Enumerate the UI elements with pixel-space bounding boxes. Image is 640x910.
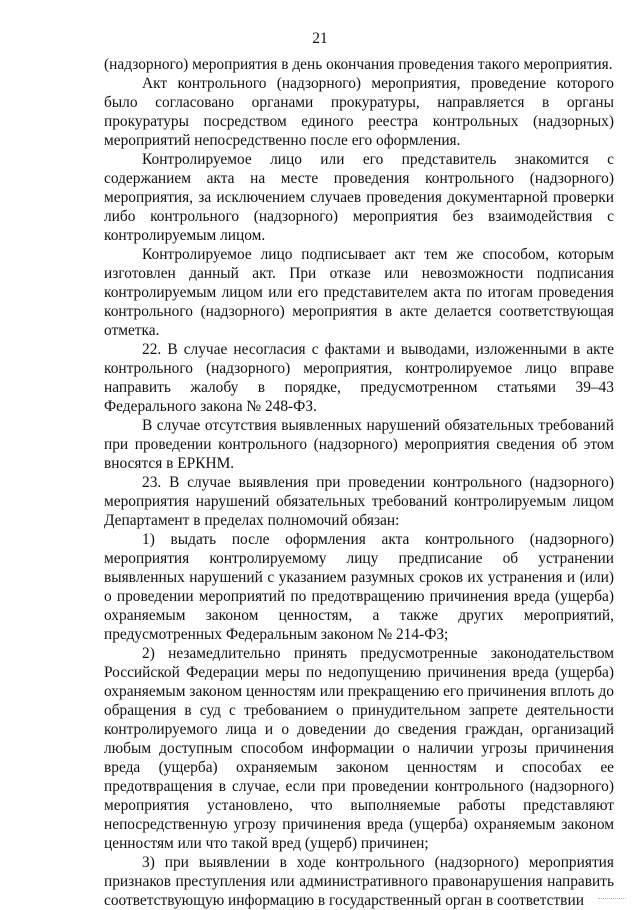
- paragraph-continuation: (надзорного) мероприятия в день окончания проведения такого мероприятия.: [104, 56, 613, 73]
- paragraph-signature: Контролируемое лицо подписывает акт тем же способом, которым изготовлен данный акт. При отказе или невозможности подписания контролируемым лицом или его представителем акта по итогам проведения контрольного (надзорного) мероприятия в акте делается соответствующая отметка.: [104, 246, 614, 339]
- list-item-1-order: 1) выдать после оформления акта контрольного (надзорного) мероприятия контролируемому лицу предписание об устранении выявленных нарушений с указанием разумных сроков их устранения и (или) о проведении мероприятий по предотвращению причинения вреда (ущерба) охраняемым законом ценностям, а также других мероприятий, предусмотренных Федеральным законом № 214-ФЗ;: [104, 531, 614, 643]
- list-item-3-report: 3) при выявлении в ходе контрольного (надзорного) мероприятия признаков преступления или административного правонарушения направить соответствующую информацию в государственный орган в соответствии: [104, 854, 614, 909]
- paragraph-no-violations: В случае отсутствия выявленных нарушений обязательных требований при проведении контрольного (надзорного) мероприятия сведения об этом вносятся в ЕРКНМ.: [104, 417, 614, 472]
- paragraph-familiarization: Контролируемое лицо или его представитель знакомится с содержанием акта на месте проведения контрольного (надзорного) мероприятия, за исключением случаев проведения документарной проверки либо контрольного (надзорного) мероприятия без взаимодействия с контролируемым лицом.: [104, 151, 614, 244]
- page-number: 21: [312, 30, 328, 47]
- scan-artifact-mark: [598, 898, 626, 901]
- paragraph-22-complaint: 22. В случае несогласия с фактами и выводами, изложенными в акте контрольного (надзорного) мероприятия, контролируемое лицо вправе направить жалобу в порядке, предусмотренном статьями 39–43 Федерального закона № 248-ФЗ.: [104, 341, 614, 415]
- paragraph-23-violations: 23. В случае выявления при проведении контрольного (надзорного) мероприятия нарушений обязательных требований контролируемым лицом Департамент в пределах полномочий обязан:: [104, 474, 614, 529]
- paragraph-act-prosecutor: Акт контрольного (надзорного) мероприятия, проведение которого было согласовано органами прокуратуры, направляется в органы прокуратуры посредством единого реестра контрольных (надзорных) мероприятий непосредственно после его оформления.: [104, 75, 614, 149]
- list-item-2-measures: 2) незамедлительно принять предусмотренные законодательством Российской Федерации меры по недопущению причинения вреда (ущерба) охраняемым законом ценностям или прекращению его причинения вплоть до обращения в суд с требованием о принудительном запрете деятельности контролируемого лица и о доведении до сведения граждан, организаций любым доступным способом информации о наличии угрозы причинения вреда (ущерба) охраняемым законом ценностям и способах ее предотвращения в случае, если при проведении контрольного (надзорного) мероприятия установлено, что выполняемые работы представляют непосредственную угрозу причинения вреда (ущерба) охраняемым законом ценностям или что такой вред (ущерб) причинен;: [104, 645, 614, 852]
- document-body: [104, 55, 614, 910]
